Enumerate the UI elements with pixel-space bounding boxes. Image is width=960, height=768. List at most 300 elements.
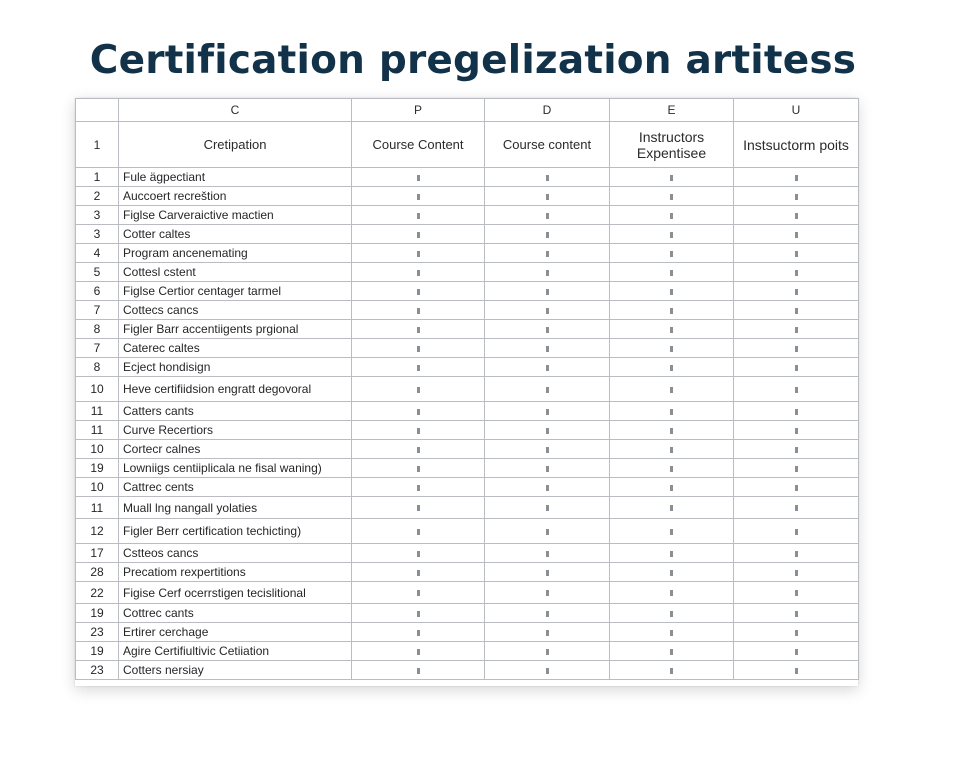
cell-mark-icon	[795, 346, 798, 352]
mark-cell[interactable]	[485, 358, 610, 377]
mark-cell[interactable]	[352, 604, 485, 623]
row-number[interactable]: 7	[76, 301, 119, 320]
mark-cell[interactable]	[352, 519, 485, 544]
cell-mark-icon	[417, 194, 420, 200]
cell-mark-icon	[546, 270, 549, 276]
row-number[interactable]: 8	[76, 320, 119, 339]
mark-cell[interactable]	[610, 661, 734, 680]
cell-mark-icon	[670, 428, 673, 434]
table-row	[76, 459, 859, 478]
cell-mark-icon	[417, 232, 420, 238]
mark-cell[interactable]	[610, 244, 734, 263]
mark-cell[interactable]	[485, 320, 610, 339]
mark-cell[interactable]	[352, 478, 485, 497]
cell-mark-icon	[670, 270, 673, 276]
cell-mark-icon	[795, 668, 798, 674]
row-name-cell[interactable]: Catters cants	[119, 402, 352, 421]
cell-mark-icon	[795, 175, 798, 181]
row-name-cell[interactable]: Cottrec cants	[119, 604, 352, 623]
row-name-cell[interactable]: Caterec caltes	[119, 339, 352, 358]
cell-mark-icon	[417, 251, 420, 257]
cell-mark-icon	[670, 466, 673, 472]
mark-cell[interactable]	[610, 168, 734, 187]
mark-cell[interactable]	[485, 497, 610, 519]
row-name-cell[interactable]: Figler Berr certification techicting)	[119, 519, 352, 544]
mark-cell[interactable]	[352, 187, 485, 206]
table-row	[76, 440, 859, 459]
mark-cell[interactable]	[352, 421, 485, 440]
cell-mark-icon	[417, 485, 420, 491]
cell-mark-icon	[795, 649, 798, 655]
mark-cell[interactable]	[734, 358, 859, 377]
mark-cell[interactable]	[352, 168, 485, 187]
row-name-cell[interactable]: Ecject hondisign	[119, 358, 352, 377]
cell-mark-icon	[795, 308, 798, 314]
cell-mark-icon	[546, 194, 549, 200]
mark-cell[interactable]	[485, 168, 610, 187]
cell-mark-icon	[670, 505, 673, 511]
cell-mark-icon	[546, 485, 549, 491]
cell-mark-icon	[670, 327, 673, 333]
row-number[interactable]: 23	[76, 623, 119, 642]
mark-cell[interactable]	[610, 459, 734, 478]
row-number[interactable]: 19	[76, 604, 119, 623]
cell-mark-icon	[417, 447, 420, 453]
mark-cell[interactable]	[610, 623, 734, 642]
table-row	[76, 563, 859, 582]
cell-mark-icon	[670, 289, 673, 295]
cell-mark-icon	[670, 365, 673, 371]
mark-cell[interactable]	[734, 582, 859, 604]
row-number[interactable]: 10	[76, 440, 119, 459]
row-number[interactable]: 22	[76, 582, 119, 604]
spreadsheet	[75, 98, 858, 686]
mark-cell[interactable]	[734, 282, 859, 301]
mark-cell[interactable]	[610, 206, 734, 225]
cell-mark-icon	[795, 611, 798, 617]
mark-cell[interactable]	[352, 206, 485, 225]
mark-cell[interactable]	[352, 244, 485, 263]
mark-cell[interactable]	[610, 519, 734, 544]
column-header[interactable]: Instructors Expentisee	[610, 122, 734, 168]
mark-cell[interactable]	[734, 497, 859, 519]
cell-mark-icon	[546, 428, 549, 434]
mark-cell[interactable]	[610, 544, 734, 563]
row-name-cell[interactable]: Muall lng nangall yolaties	[119, 497, 352, 519]
row-name-cell[interactable]: Cottesl cstent	[119, 263, 352, 282]
table-row	[76, 358, 859, 377]
cell-mark-icon	[670, 232, 673, 238]
row-name-cell[interactable]: Ertirer cerchage	[119, 623, 352, 642]
cell-mark-icon	[417, 668, 420, 674]
mark-cell[interactable]	[485, 642, 610, 661]
mark-cell[interactable]	[610, 582, 734, 604]
mark-cell[interactable]	[610, 358, 734, 377]
row-name-cell[interactable]: Figlse Carveraictive mactien	[119, 206, 352, 225]
cell-mark-icon	[795, 447, 798, 453]
cell-mark-icon	[795, 630, 798, 636]
cell-mark-icon	[670, 570, 673, 576]
cell-mark-icon	[795, 232, 798, 238]
row-name-cell[interactable]: Heve certifiidsion engratt degovoral	[119, 377, 352, 402]
cell-mark-icon	[417, 175, 420, 181]
mark-cell[interactable]	[485, 440, 610, 459]
cell-mark-icon	[795, 409, 798, 415]
table-row	[76, 402, 859, 421]
cell-mark-icon	[795, 365, 798, 371]
cell-mark-icon	[670, 668, 673, 674]
cell-mark-icon	[417, 649, 420, 655]
row-name-cell[interactable]: Cotters nersiay	[119, 661, 352, 680]
mark-cell[interactable]	[734, 544, 859, 563]
cell-mark-icon	[795, 387, 798, 393]
cell-mark-icon	[546, 365, 549, 371]
mark-cell[interactable]	[352, 497, 485, 519]
row-number[interactable]: 1	[76, 168, 119, 187]
cell-mark-icon	[417, 213, 420, 219]
cell-mark-icon	[417, 630, 420, 636]
column-letter-row	[76, 99, 859, 122]
row-name-cell[interactable]: Figler Barr accentiigents prgional	[119, 320, 352, 339]
cell-mark-icon	[795, 551, 798, 557]
cell-mark-icon	[795, 505, 798, 511]
mark-cell[interactable]	[734, 440, 859, 459]
cell-mark-icon	[546, 447, 549, 453]
column-letter[interactable]: U	[734, 99, 859, 122]
mark-cell[interactable]	[352, 642, 485, 661]
mark-cell[interactable]	[485, 263, 610, 282]
mark-cell[interactable]	[352, 563, 485, 582]
cell-mark-icon	[417, 409, 420, 415]
mark-cell[interactable]	[352, 402, 485, 421]
row-name-cell[interactable]: Figise Cerf ocerrstigen tecislitional	[119, 582, 352, 604]
row-number[interactable]: 19	[76, 642, 119, 661]
mark-cell[interactable]	[352, 320, 485, 339]
table-row	[76, 301, 859, 320]
mark-cell[interactable]	[352, 459, 485, 478]
mark-cell[interactable]	[734, 377, 859, 402]
mark-cell[interactable]	[485, 282, 610, 301]
row-name-cell[interactable]: Precatiom rexpertitions	[119, 563, 352, 582]
mark-cell[interactable]	[485, 339, 610, 358]
cell-mark-icon	[546, 251, 549, 257]
row-name-cell[interactable]: Fule ägpectiant	[119, 168, 352, 187]
mark-cell[interactable]	[352, 377, 485, 402]
mark-cell[interactable]	[610, 642, 734, 661]
column-letter[interactable]: D	[485, 99, 610, 122]
mark-cell[interactable]	[734, 320, 859, 339]
cell-mark-icon	[417, 270, 420, 276]
cell-mark-icon	[670, 590, 673, 596]
mark-cell[interactable]	[610, 604, 734, 623]
mark-cell[interactable]	[610, 339, 734, 358]
mark-cell[interactable]	[485, 402, 610, 421]
cell-mark-icon	[546, 308, 549, 314]
mark-cell[interactable]	[485, 225, 610, 244]
table-row	[76, 604, 859, 623]
column-letter[interactable]: P	[352, 99, 485, 122]
mark-cell[interactable]	[485, 661, 610, 680]
mark-cell[interactable]	[734, 206, 859, 225]
mark-cell[interactable]	[734, 301, 859, 320]
mark-cell[interactable]	[734, 244, 859, 263]
mark-cell[interactable]	[734, 421, 859, 440]
mark-cell[interactable]	[352, 623, 485, 642]
mark-cell[interactable]	[485, 244, 610, 263]
row-number[interactable]: 10	[76, 478, 119, 497]
mark-cell[interactable]	[485, 544, 610, 563]
table-row	[76, 661, 859, 680]
mark-cell[interactable]	[610, 421, 734, 440]
cell-mark-icon	[795, 529, 798, 535]
cell-mark-icon	[546, 213, 549, 219]
cell-mark-icon	[670, 308, 673, 314]
table-row	[76, 497, 859, 519]
mark-cell[interactable]	[485, 301, 610, 320]
mark-cell[interactable]	[610, 187, 734, 206]
mark-cell[interactable]	[734, 168, 859, 187]
mark-cell[interactable]	[734, 459, 859, 478]
table-row	[76, 168, 859, 187]
mark-cell[interactable]	[610, 497, 734, 519]
cell-mark-icon	[670, 409, 673, 415]
column-header[interactable]: Instsuctorm poits	[734, 122, 859, 168]
mark-cell[interactable]	[352, 358, 485, 377]
cell-mark-icon	[795, 485, 798, 491]
row-number[interactable]: 2	[76, 187, 119, 206]
cell-mark-icon	[795, 213, 798, 219]
table-row	[76, 225, 859, 244]
table-row	[76, 377, 859, 402]
mark-cell[interactable]	[352, 661, 485, 680]
row-name-cell[interactable]: Cotter caltes	[119, 225, 352, 244]
mark-cell[interactable]	[352, 225, 485, 244]
row-number[interactable]: 5	[76, 263, 119, 282]
mark-cell[interactable]	[485, 187, 610, 206]
mark-cell[interactable]	[610, 320, 734, 339]
mark-cell[interactable]	[352, 282, 485, 301]
cell-mark-icon	[546, 232, 549, 238]
row-number[interactable]: 17	[76, 544, 119, 563]
mark-cell[interactable]	[610, 478, 734, 497]
row-number[interactable]: 7	[76, 339, 119, 358]
mark-cell[interactable]	[352, 301, 485, 320]
mark-cell[interactable]	[352, 339, 485, 358]
cell-mark-icon	[417, 529, 420, 535]
mark-cell[interactable]	[352, 582, 485, 604]
mark-cell[interactable]	[485, 623, 610, 642]
column-header[interactable]: Course Content	[352, 122, 485, 168]
cell-mark-icon	[670, 485, 673, 491]
table-row	[76, 244, 859, 263]
mark-cell[interactable]	[734, 402, 859, 421]
header-row-number[interactable]: 1	[76, 122, 119, 168]
row-number[interactable]: 12	[76, 519, 119, 544]
mark-cell[interactable]	[610, 402, 734, 421]
cell-mark-icon	[795, 590, 798, 596]
table-row	[76, 320, 859, 339]
mark-cell[interactable]	[352, 263, 485, 282]
mark-cell[interactable]	[734, 478, 859, 497]
cell-mark-icon	[417, 611, 420, 617]
mark-cell[interactable]	[610, 440, 734, 459]
row-number[interactable]: 6	[76, 282, 119, 301]
cell-mark-icon	[795, 570, 798, 576]
column-header[interactable]: Cretipation	[119, 122, 352, 168]
row-number[interactable]: 11	[76, 402, 119, 421]
table-row	[76, 642, 859, 661]
cell-mark-icon	[670, 213, 673, 219]
cell-mark-icon	[417, 570, 420, 576]
mark-cell[interactable]	[734, 263, 859, 282]
row-number[interactable]: 11	[76, 421, 119, 440]
row-number[interactable]: 3	[76, 225, 119, 244]
mark-cell[interactable]	[485, 582, 610, 604]
mark-cell[interactable]	[485, 478, 610, 497]
mark-cell[interactable]	[734, 604, 859, 623]
mark-cell[interactable]	[734, 642, 859, 661]
table-row	[76, 339, 859, 358]
cell-mark-icon	[417, 308, 420, 314]
row-name-cell[interactable]: Agire Certifiultivic Cetiiation	[119, 642, 352, 661]
row-name-cell[interactable]: Lowniigs centiiplicala ne fisal waning)	[119, 459, 352, 478]
page-title: Certification pregelization artitess	[89, 38, 857, 83]
column-header[interactable]: Course content	[485, 122, 610, 168]
mark-cell[interactable]	[485, 421, 610, 440]
cell-mark-icon	[417, 289, 420, 295]
cell-mark-icon	[670, 649, 673, 655]
mark-cell[interactable]	[485, 206, 610, 225]
cell-mark-icon	[546, 611, 549, 617]
mark-cell[interactable]	[610, 282, 734, 301]
cell-mark-icon	[417, 590, 420, 596]
cell-mark-icon	[546, 346, 549, 352]
corner-cell[interactable]	[76, 99, 119, 122]
table-row	[76, 187, 859, 206]
row-number[interactable]: 3	[76, 206, 119, 225]
cell-mark-icon	[795, 428, 798, 434]
row-name-cell[interactable]: Cattrec cents	[119, 478, 352, 497]
row-number[interactable]: 8	[76, 358, 119, 377]
cell-mark-icon	[670, 175, 673, 181]
mark-cell[interactable]	[485, 459, 610, 478]
cell-mark-icon	[546, 630, 549, 636]
table-row	[76, 421, 859, 440]
cell-mark-icon	[417, 346, 420, 352]
cell-mark-icon	[670, 251, 673, 257]
cell-mark-icon	[546, 387, 549, 393]
row-name-cell[interactable]: Cstteos cancs	[119, 544, 352, 563]
row-number[interactable]: 28	[76, 563, 119, 582]
table-row	[76, 519, 859, 544]
table-row	[76, 282, 859, 301]
row-name-cell[interactable]: Cortecr calnes	[119, 440, 352, 459]
mark-cell[interactable]	[610, 263, 734, 282]
mark-cell[interactable]	[485, 377, 610, 402]
mark-cell[interactable]	[352, 440, 485, 459]
header-row	[76, 122, 859, 168]
table-row	[76, 544, 859, 563]
row-number[interactable]: 11	[76, 497, 119, 519]
cell-mark-icon	[546, 551, 549, 557]
row-name-cell[interactable]: Cottecs cancs	[119, 301, 352, 320]
cell-mark-icon	[546, 649, 549, 655]
table-row	[76, 206, 859, 225]
row-name-cell[interactable]: Figlse Certior centager tarmel	[119, 282, 352, 301]
cell-mark-icon	[546, 466, 549, 472]
row-name-cell[interactable]: Program ancenemating	[119, 244, 352, 263]
certification-table	[75, 98, 859, 680]
column-letter[interactable]: E	[610, 99, 734, 122]
cell-mark-icon	[417, 387, 420, 393]
cell-mark-icon	[670, 551, 673, 557]
row-number[interactable]: 19	[76, 459, 119, 478]
cell-mark-icon	[546, 175, 549, 181]
cell-mark-icon	[417, 428, 420, 434]
mark-cell[interactable]	[734, 225, 859, 244]
mark-cell[interactable]	[485, 563, 610, 582]
mark-cell[interactable]	[734, 519, 859, 544]
cell-mark-icon	[546, 570, 549, 576]
row-number[interactable]: 23	[76, 661, 119, 680]
mark-cell[interactable]	[610, 377, 734, 402]
cell-mark-icon	[546, 590, 549, 596]
cell-mark-icon	[795, 466, 798, 472]
table-row	[76, 263, 859, 282]
mark-cell[interactable]	[734, 187, 859, 206]
mark-cell[interactable]	[734, 661, 859, 680]
cell-mark-icon	[670, 529, 673, 535]
cell-mark-icon	[546, 529, 549, 535]
mark-cell[interactable]	[610, 225, 734, 244]
cell-mark-icon	[417, 365, 420, 371]
cell-mark-icon	[546, 289, 549, 295]
mark-cell[interactable]	[610, 563, 734, 582]
mark-cell[interactable]	[485, 519, 610, 544]
cell-mark-icon	[795, 251, 798, 257]
cell-mark-icon	[670, 630, 673, 636]
mark-cell[interactable]	[610, 301, 734, 320]
cell-mark-icon	[670, 447, 673, 453]
mark-cell[interactable]	[734, 339, 859, 358]
cell-mark-icon	[795, 289, 798, 295]
cell-mark-icon	[795, 194, 798, 200]
mark-cell[interactable]	[734, 563, 859, 582]
column-letter[interactable]: C	[119, 99, 352, 122]
table-row	[76, 478, 859, 497]
cell-mark-icon	[795, 270, 798, 276]
cell-mark-icon	[670, 346, 673, 352]
cell-mark-icon	[546, 409, 549, 415]
mark-cell[interactable]	[485, 604, 610, 623]
table-row	[76, 623, 859, 642]
row-number[interactable]: 10	[76, 377, 119, 402]
row-number[interactable]: 4	[76, 244, 119, 263]
row-name-cell[interactable]: Auccoert recreštion	[119, 187, 352, 206]
mark-cell[interactable]	[734, 623, 859, 642]
cell-mark-icon	[670, 387, 673, 393]
row-name-cell[interactable]: Curve Recertiors	[119, 421, 352, 440]
cell-mark-icon	[546, 505, 549, 511]
cell-mark-icon	[670, 611, 673, 617]
cell-mark-icon	[546, 668, 549, 674]
mark-cell[interactable]	[352, 544, 485, 563]
cell-mark-icon	[417, 466, 420, 472]
cell-mark-icon	[417, 551, 420, 557]
table-row	[76, 582, 859, 604]
cell-mark-icon	[670, 194, 673, 200]
cell-mark-icon	[546, 327, 549, 333]
